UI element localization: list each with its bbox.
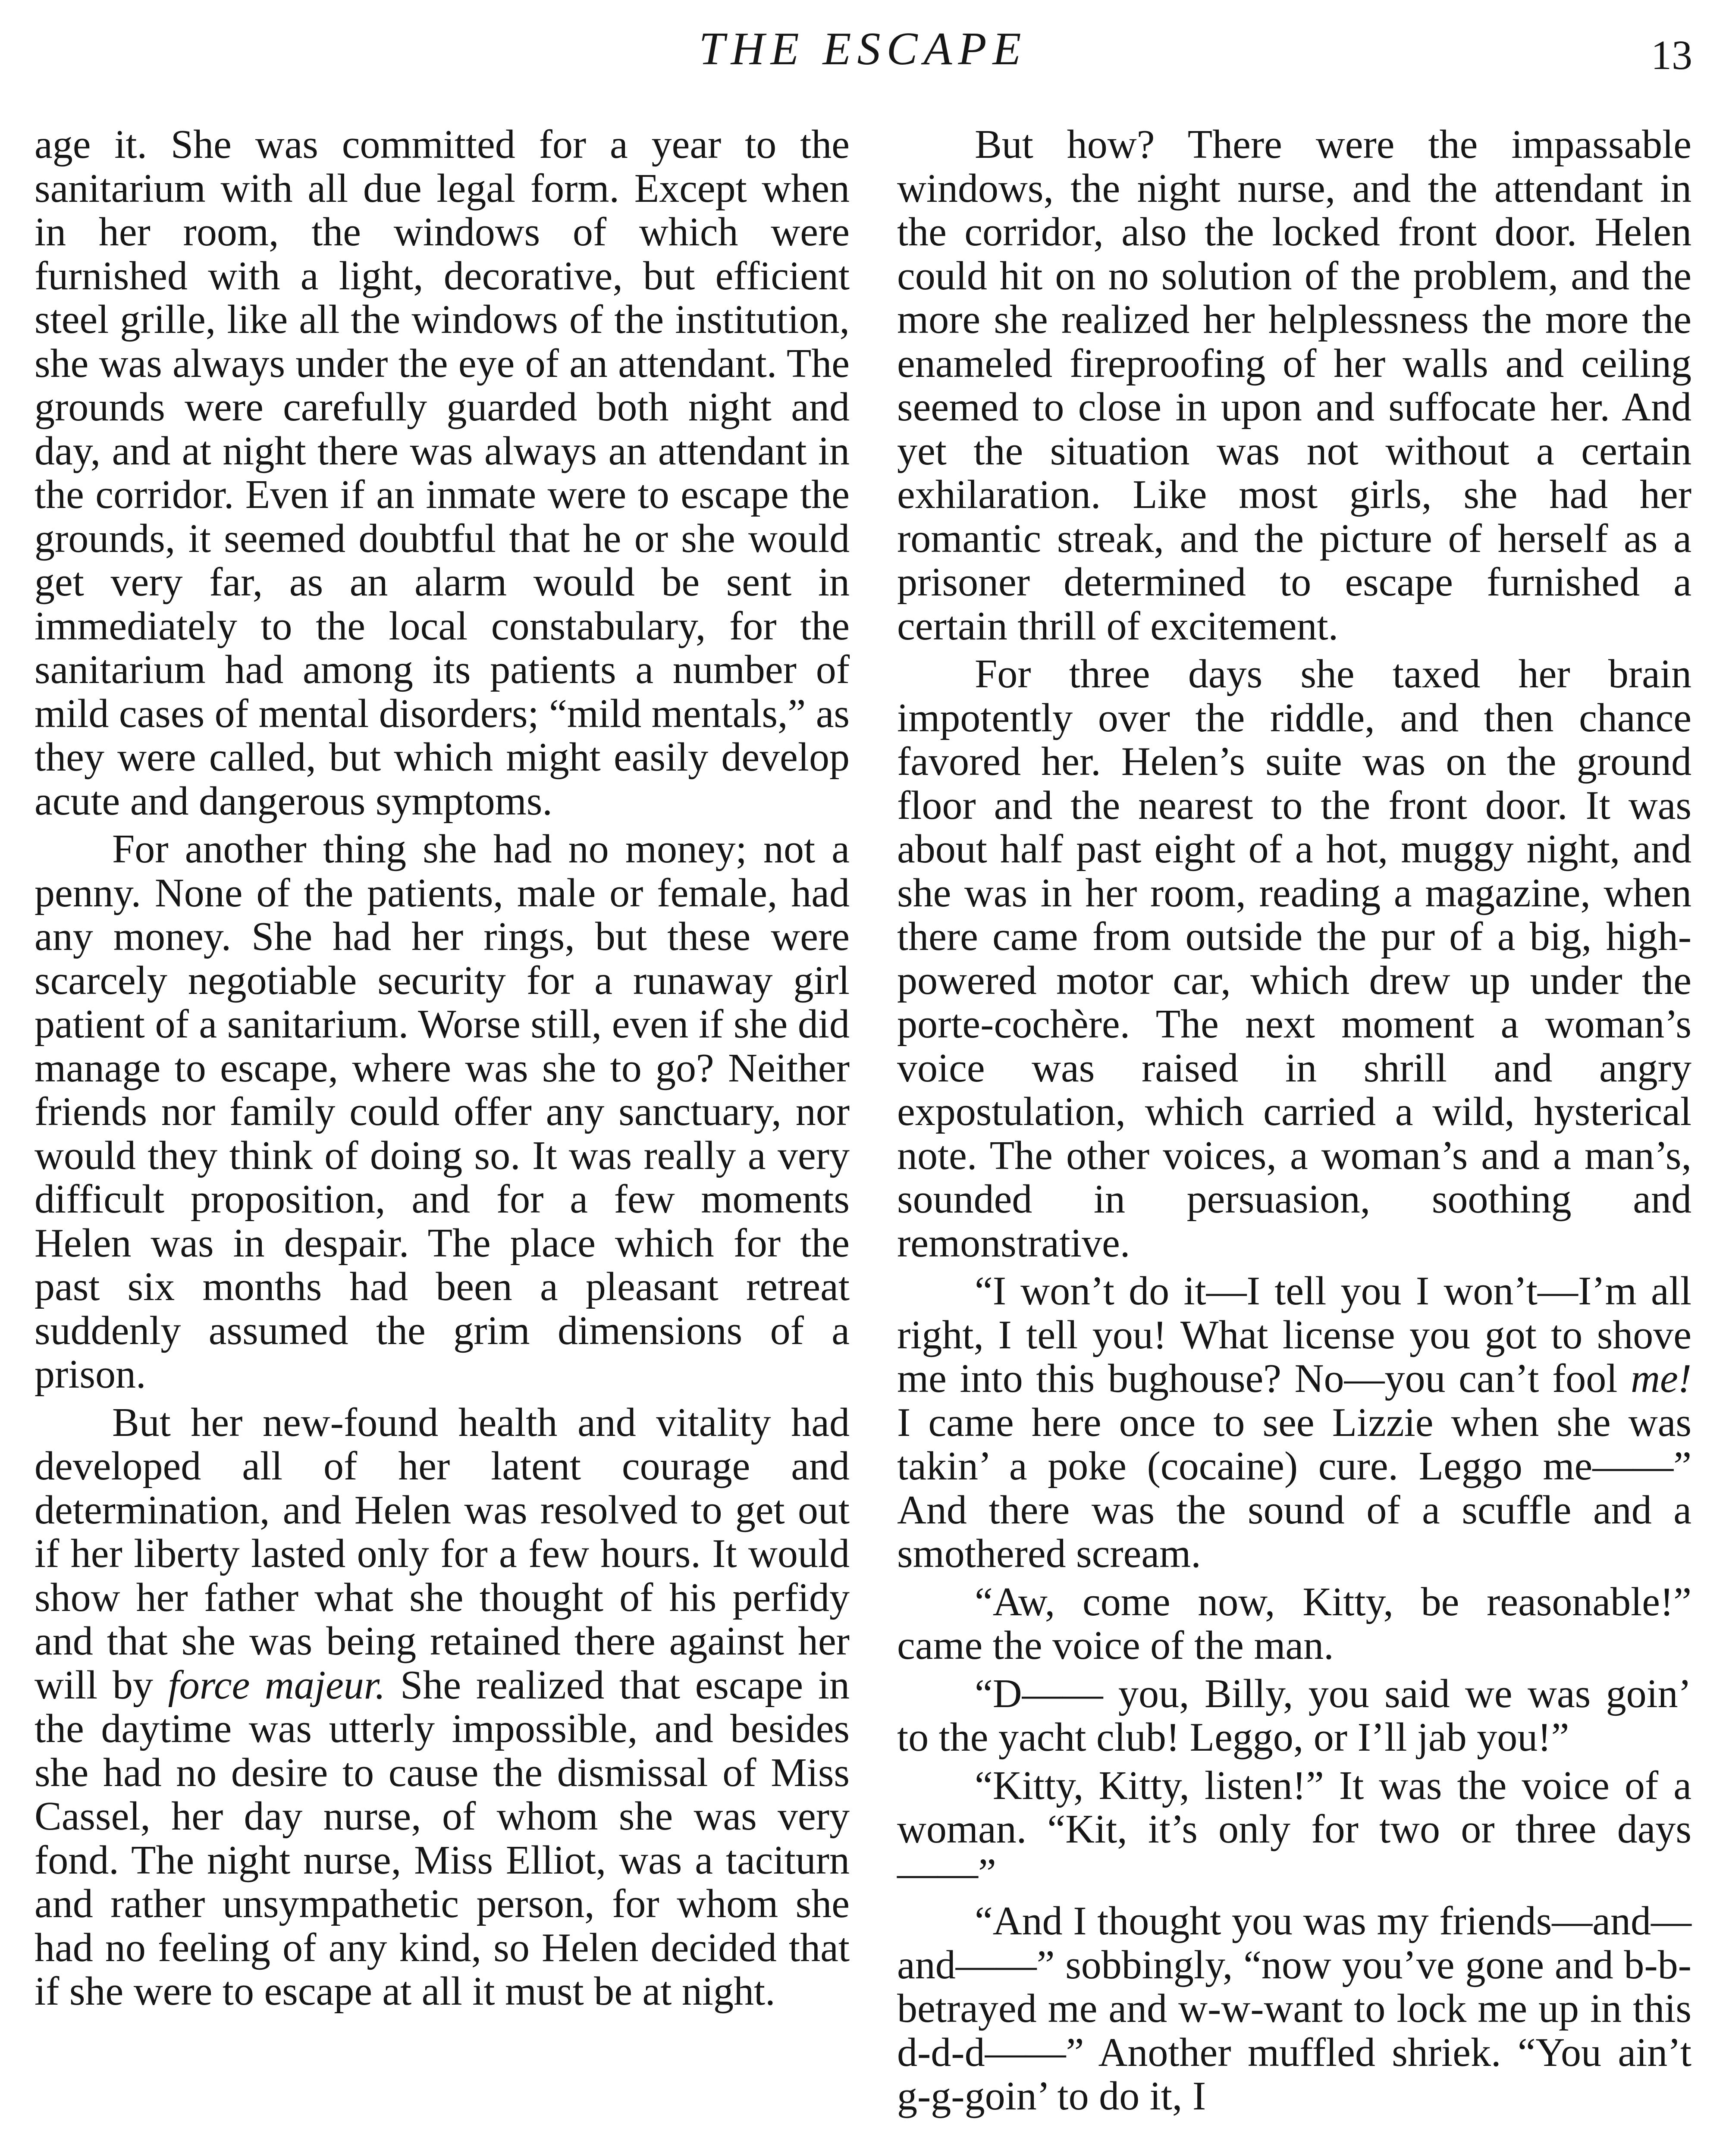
paragraph-text: She realized that escape in the daytime was utterly impossible, and besides she had no desire to cause the dismissal of Miss Cassel, her day nurse, of whom she was very fond. The night nurse, Miss Elliot, was a taciturn and rather unsympathetic person, for whom she had no feeling of any kind, so Helen decided that if she were to escape at all it must be at night. [35, 1662, 850, 2014]
page-number: 13 [1651, 32, 1692, 78]
paragraph-text: But her new-found health and vitality had developed all of her latent courage and determination, and Helen was resolved to get out if her liberty lasted only for a few hours. It would show her father what she thought of his perfidy and that she was being retained there against her will by [35, 1400, 850, 1708]
running-title: THE ESCAPE [699, 23, 1027, 75]
left-column [35, 123, 850, 2014]
paragraph-text: I came here once to see Lizzie when she was takin’ a poke (cocaine) cure. Leggo me——” And there was the sound of a scuffle and a smothered scream. [897, 1400, 1691, 1576]
paragraph: But how? There were the impassable windows, the night nurse, and the attendant in the corridor, also the locked front door. Helen could hit on no solution of the problem, and the more she realized her helplessness the more the enameled fireproofing of her walls and ceiling seemed to close in upon and suffocate her. And yet the situation was not without a certain exhilaration. Like most girls, she had her romantic streak, and the picture of herself as a prisoner determined to escape furnished a certain thrill of excitement. [897, 122, 1691, 649]
paragraph: “D—— you, Billy, you said we was goin’ to the yacht club! Leggo, or I’ll jab you!” [897, 1671, 1691, 1760]
paragraph-text: “I won’t do it—I tell you I won’t—I’m all right, I tell you! What license you got to shove me into this bughouse? No—you can’t fool [897, 1269, 1691, 1401]
right-column [897, 123, 1691, 2118]
italic-phrase: me! [1631, 1356, 1691, 1401]
paragraph: “Aw, come now, Kitty, be reasonable!” came the voice of the man. [897, 1579, 1691, 1668]
paragraph: For another thing she had no money; not a penny. None of the patients, male or female, had any money. She had her rings, but these were scarcely negotiable security for a runaway girl patient of a sanitarium. Worse still, even if she did manage to escape, where was she to go? Neither friends nor family could offer any sanctuary, nor would they think of doing so. It was really a very difficult proposition, and for a few moments Helen was in despair. The place which for the past six months had been a pleasant retreat suddenly assumed the grim dimensions of a prison. [35, 827, 850, 1397]
paragraph: For three days she taxed her brain impotently over the riddle, and then chance favored her. Helen’s suite was on the ground floor and the nearest to the front door. It was about half past eight of a hot, muggy night, and she was in her room, reading a magazine, when there came from outside the pur of a big, high-powered motor car, which drew up under the porte-cochère. The next moment a woman’s voice was raised in shrill and angry expostulation, which carried a wild, hysterical note. The other voices, a woman’s and a man’s, sounded in persuasion, soothing and remonstrative. [897, 652, 1691, 1266]
paragraph: “Kitty, Kitty, listen!” It was the voice of a woman. “Kit, it’s only for two or three days——” [897, 1763, 1691, 1896]
paragraph [897, 1269, 1691, 1576]
paragraph: “And I thought you was my friends—and—and——” sobbingly, “now you’ve gone and b-b-betrayed me and w-w-want to lock me up in this d-d-d——” Another muffled shriek. “You ain’t g-g-goin’ to do it, I [897, 1899, 1691, 2118]
paragraph [35, 1401, 850, 2014]
italic-phrase: force majeur. [168, 1662, 386, 1708]
paragraph: age it. She was committed for a year to the sanitarium with all due legal form. Except when in her room, the windows of which were furnished with a light, decorative, but efficient steel grille, like all the windows of the institution, she was always under the eye of an attendant. The grounds were carefully guarded both night and day, and at night there was always an attendant in the corridor. Even if an inmate were to escape the grounds, it seemed doubtful that he or she would get very far, as an alarm would be sent in immediately to the local constabulary, for the sanitarium had among its patients a number of mild cases of mental disorders; “mild mentals,” as they were called, but which might easily develop acute and dangerous symptoms. [35, 122, 850, 824]
